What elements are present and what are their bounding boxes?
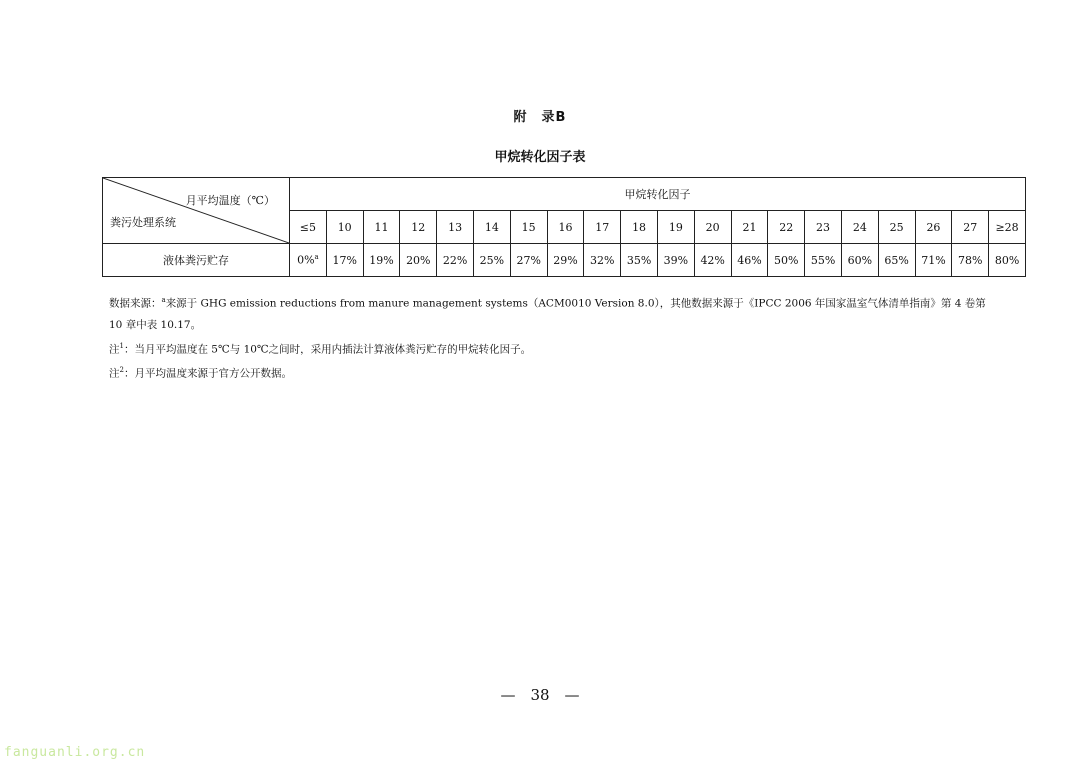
temperature-header-cell: 15 (510, 211, 547, 244)
value-cell (290, 244, 327, 277)
temperature-header-cell: 25 (878, 211, 915, 244)
source-mark: a (161, 296, 166, 304)
temperature-header-cell: 23 (805, 211, 842, 244)
value-text: 0% (297, 253, 315, 267)
group-header: 甲烷转化因子 (290, 178, 1026, 211)
value-cell: 46% (731, 244, 768, 277)
value-cell: 29% (547, 244, 584, 277)
temperature-header-cell: 10 (326, 211, 363, 244)
note-2-mark: 2 (119, 366, 124, 374)
temperature-header-cell: 18 (621, 211, 658, 244)
value-cell: 25% (473, 244, 510, 277)
note-1-mark: 1 (119, 341, 124, 350)
temperature-header-cell: ≥28 (989, 211, 1026, 244)
table-title: 甲烷转化因子表 (494, 150, 586, 165)
diagonal-line (103, 178, 289, 243)
value-cell: 32% (584, 244, 621, 277)
note-1 (109, 336, 989, 361)
temperature-header-cell: 20 (694, 211, 731, 244)
temperature-header-cell: 17 (584, 211, 621, 244)
value-cell: 78% (952, 244, 989, 277)
temperature-header-cell: 12 (400, 211, 437, 244)
temperature-header-cell: 26 (915, 211, 952, 244)
temperature-header-cell: 19 (657, 211, 694, 244)
corner-top-label: 月平均温度（℃） (185, 194, 275, 207)
value-cell: 71% (915, 244, 952, 277)
value-cell: 42% (694, 244, 731, 277)
temperature-header-cell: 21 (731, 211, 768, 244)
value-cell: 35% (621, 244, 658, 277)
note-2-text: ：月平均温度来源于官方公开数据。 (123, 367, 292, 380)
methane-conversion-factor-table (102, 177, 1026, 277)
temperature-header-cell: 22 (768, 211, 805, 244)
corner-bottom-label: 粪污处理系统 (110, 216, 176, 229)
temperature-header-cell: 13 (437, 211, 474, 244)
note-1-text: ：当月平均温度在 5℃与 10℃之间时，采用内插法计算液体粪污贮存的甲烷转化因子。 (123, 343, 532, 355)
value-cell: 60% (841, 244, 878, 277)
temperature-header-cell: 11 (363, 211, 400, 244)
footnote-mark: a (314, 253, 319, 262)
appendix-title: 附 录B (513, 110, 567, 125)
note-2 (109, 360, 989, 385)
notes-block (109, 290, 989, 385)
source-note-cont: 10 章中表 10.17。 (109, 318, 202, 331)
value-cell: 17% (326, 244, 363, 277)
value-cell: 65% (878, 244, 915, 277)
page-number: — 38 — (500, 686, 580, 704)
value-cell: 55% (805, 244, 842, 277)
source-note (109, 290, 989, 315)
temperature-header-cell: 16 (547, 211, 584, 244)
value-cell: 20% (400, 244, 437, 277)
value-cell: 80% (989, 244, 1026, 277)
temperature-header-cell: 27 (952, 211, 989, 244)
row-label: 液体粪污贮存 (103, 244, 290, 277)
value-cell: 22% (437, 244, 474, 277)
value-cell: 27% (510, 244, 547, 277)
watermark: fanguanli.org.cn (4, 745, 146, 760)
source-text: 来源于 GHG emission reductions from manure management systems（ACM0010 Version 8.0），其他数据来源于《IPCC 2006 年国家温室气体清单指南》第 4 卷第 (165, 297, 986, 310)
note-1-prefix: 注 (109, 343, 120, 355)
temperature-header-cell: ≤5 (290, 211, 327, 244)
value-cell: 50% (768, 244, 805, 277)
value-cell: 19% (363, 244, 400, 277)
source-prefix: 数据来源： (109, 297, 162, 310)
temperature-header-cell: 24 (841, 211, 878, 244)
note-2-prefix: 注 (109, 367, 120, 380)
value-cell: 39% (657, 244, 694, 277)
corner-header-cell (103, 178, 290, 244)
temperature-header-cell: 14 (473, 211, 510, 244)
